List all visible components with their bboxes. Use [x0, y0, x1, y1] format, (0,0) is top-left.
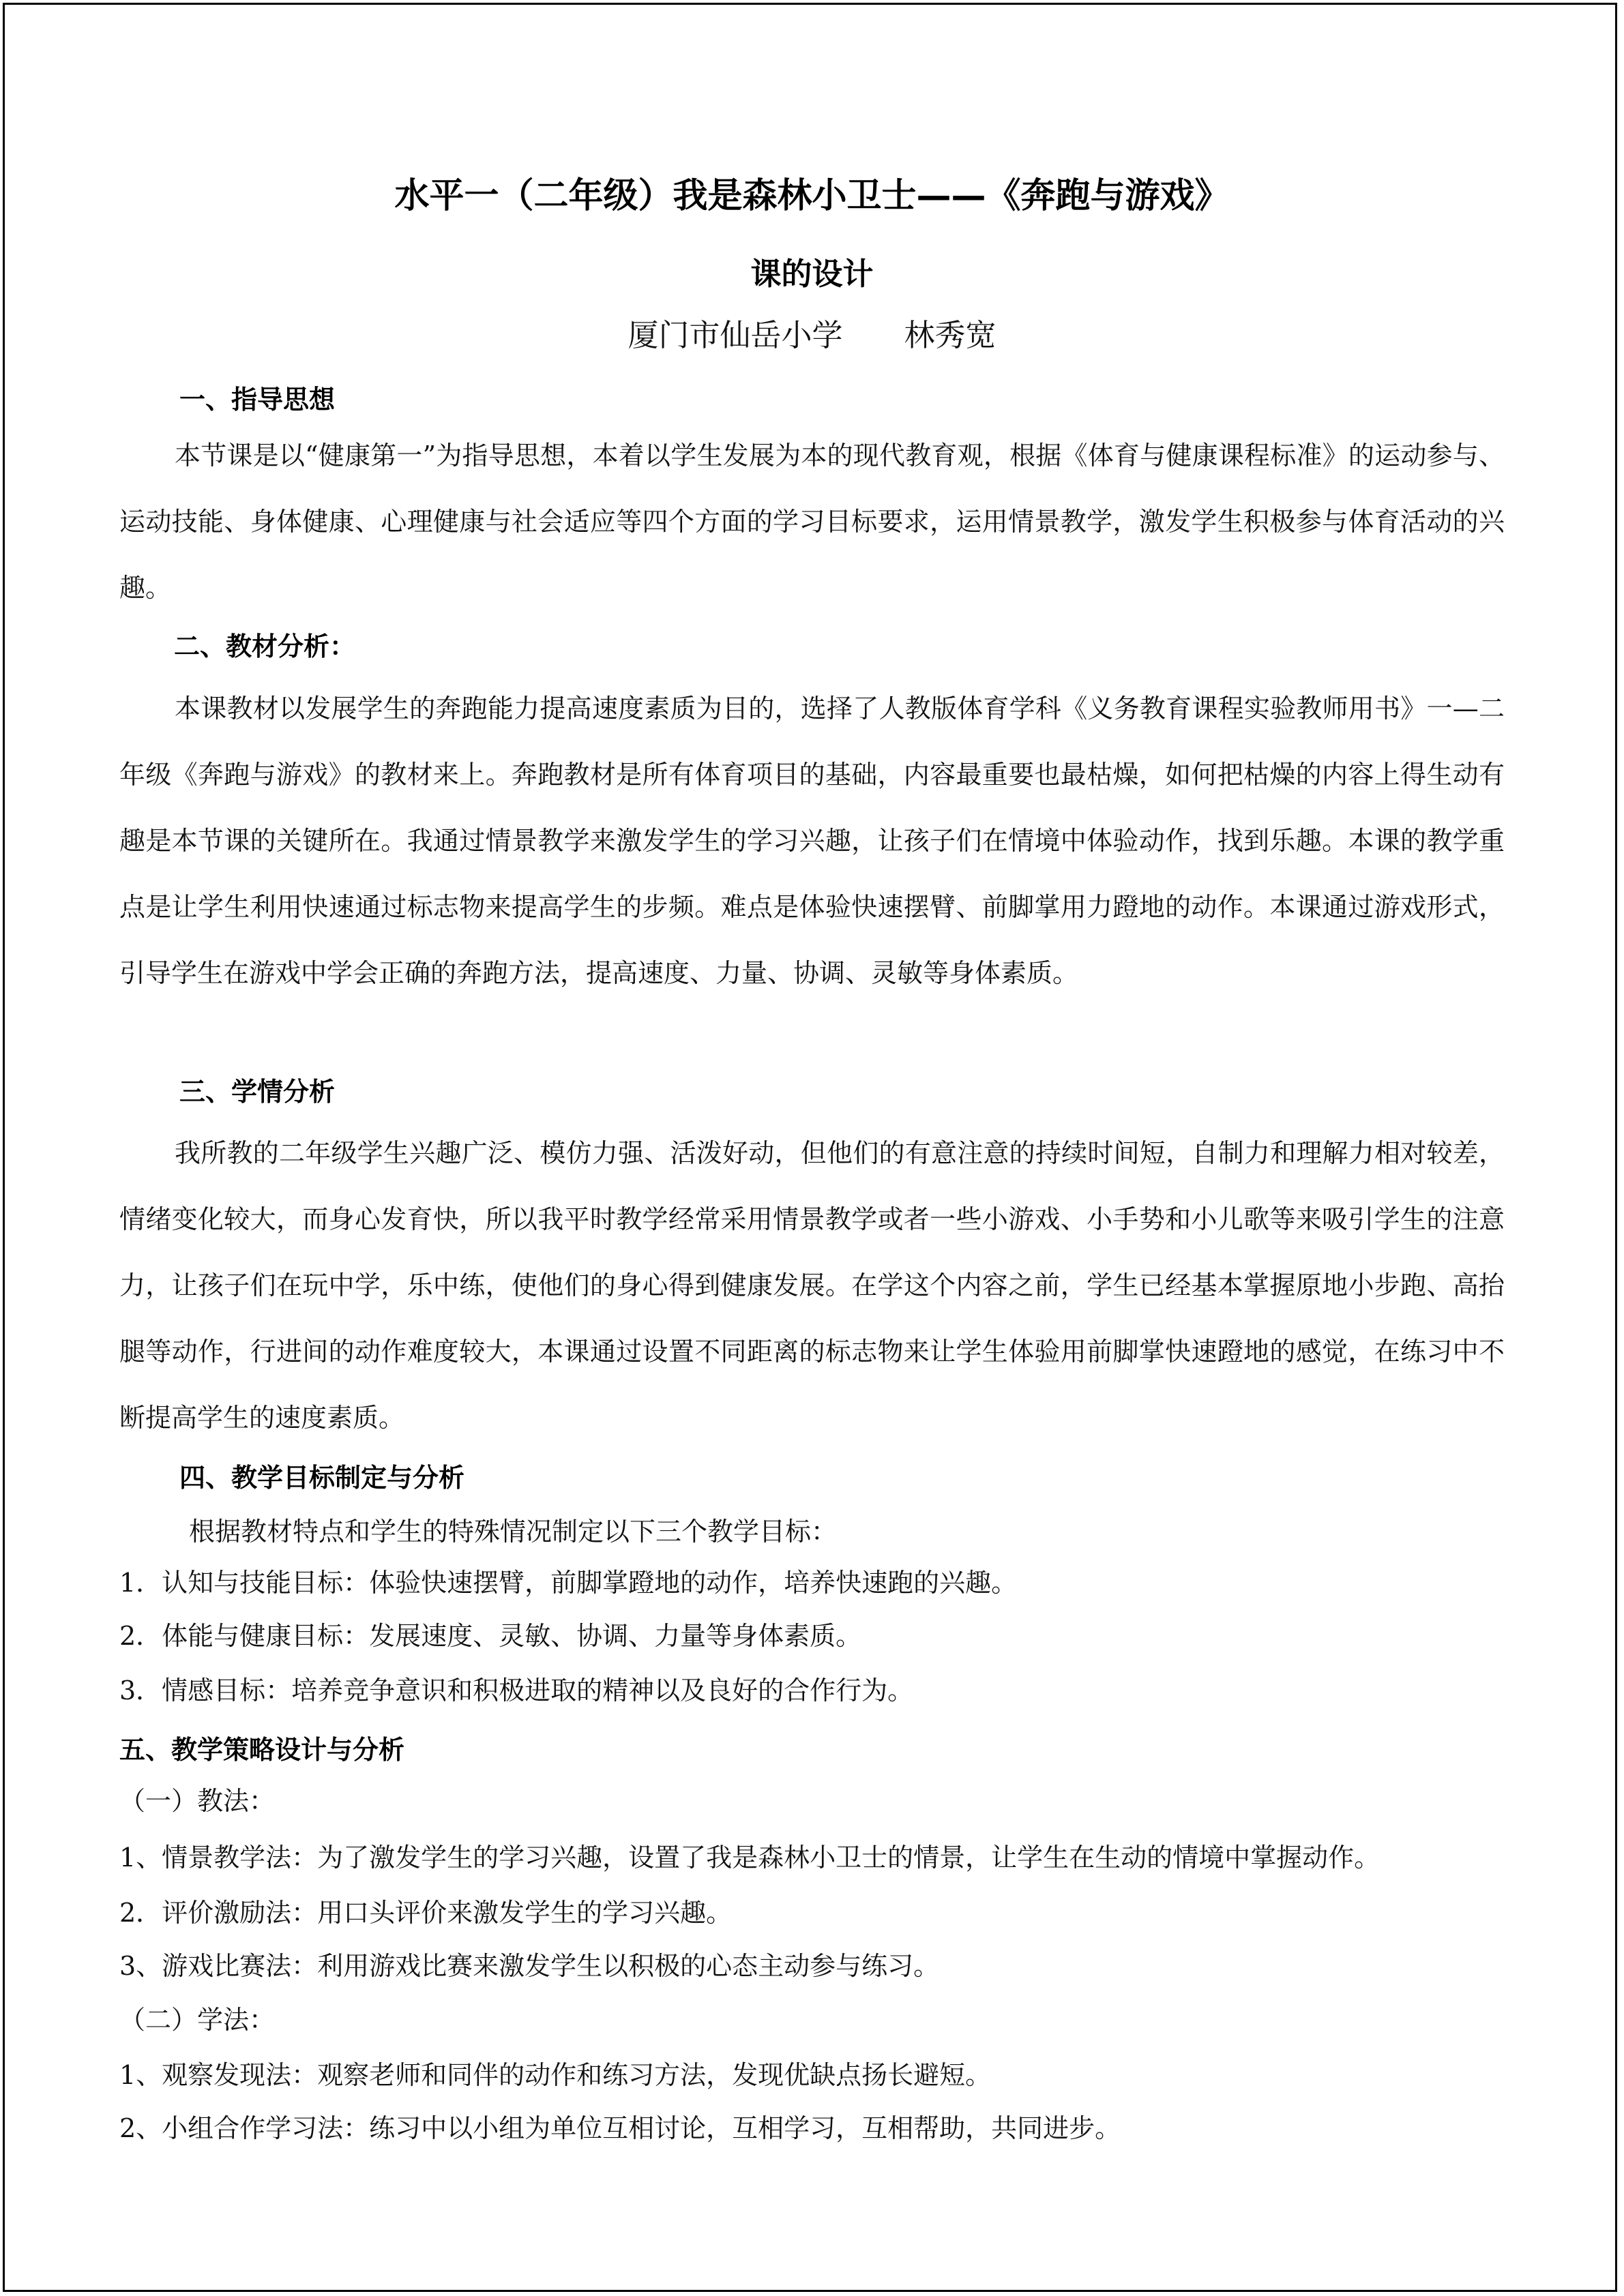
section-paragraph-material-analysis: 本课教材以发展学生的奔跑能力提高速度素质为目的，选择了人教版体育学科《义务教育课程实验教师用书》一—二年级《奔跑与游戏》的教材来上。奔跑教材是所有体育项目的基础，内容最重要也最枯燥，如何把枯燥的内容上得生动有趣是本节课的关键所在。我通过情景教学来激发学生的学习兴趣，让孩子们在情境中体验动作，找到乐趣。本课的教学重点是让学生利用快速通过标志物来提高学生的步频。难点是体验快速摆臂、前脚掌用力蹬地的动作。本课通过游戏形式，引导学生在游戏中学会正确的奔跑方法，提高速度、力量、协调、灵敏等身体素质。	[119, 694, 1505, 988]
section-heading-student-analysis: 三、学情分析	[179, 1077, 336, 1107]
document-subtitle: 课的设计	[750, 256, 874, 292]
learning-method-item: 1、观察发现法：观察老师和同伴的动作和练习方法，发现优缺点扬长避短。	[119, 2060, 992, 2090]
author-line: 厦门市仙岳小学 林秀宽	[628, 317, 996, 353]
teaching-method-item: 1、情景教学法：为了激发学生的学习兴趣，设置了我是森林小卫士的情景，让学生在生动的情境中掌握动作。	[119, 1843, 1381, 1873]
section-heading-material-analysis: 二、教材分析：	[174, 631, 356, 661]
teaching-method-item: 3、游戏比赛法：利用游戏比赛来激发学生以积极的心态主动参与练习。	[119, 1951, 940, 1981]
teaching-goal-item: 2．体能与健康目标：发展速度、灵敏、协调、力量等身体素质。	[119, 1621, 862, 1651]
learning-methods-label: （二）学法：	[119, 2005, 276, 2035]
teaching-goal-item: 3．情感目标：培养竞争意识和积极进取的精神以及良好的合作行为。	[119, 1675, 914, 1705]
teaching-methods-label: （一）教法：	[119, 1786, 276, 1816]
section-heading-teaching-strategy: 五、教学策略设计与分析	[119, 1735, 405, 1765]
learning-method-item: 2、小组合作学习法：练习中以小组为单位互相讨论，互相学习，互相帮助，共同进步。	[119, 2113, 1121, 2143]
section-paragraph-guiding-ideology: 本节课是以“健康第一”为指导思想，本着以学生发展为本的现代教育观，根据《体育与健康课程标准》的运动参与、运动技能、身体健康、心理健康与社会适应等四个方面的学习目标要求，运用情景教学，激发学生积极参与体育活动的兴趣。	[119, 441, 1505, 603]
document-title: 水平一（二年级）我是森林小卫士——《奔跑与游戏》	[394, 176, 1230, 216]
teaching-method-item: 2．评价激励法：用口头评价来激发学生的学习兴趣。	[119, 1898, 733, 1928]
teaching-goal-item: 1．认知与技能目标：体验快速摆臂，前脚掌蹬地的动作，培养快速跑的兴趣。	[119, 1568, 1018, 1598]
section-heading-guiding-ideology: 一、指导思想	[179, 385, 336, 415]
teaching-goals-intro: 根据教材特点和学生的特殊情况制定以下三个教学目标：	[189, 1517, 838, 1547]
section-paragraph-student-analysis: 我所教的二年级学生兴趣广泛、模仿力强、活泼好动，但他们的有意注意的持续时间短，自制力和理解力相对较差，情绪变化较大，而身心发育快，所以我平时教学经常采用情景教学或者一些小游戏、小手势和小儿歌等来吸引学生的注意力，让孩子们在玩中学，乐中练，使他们的身心得到健康发展。在学这个内容之前，学生已经基本掌握原地小步跑、高抬腿等动作，行进间的动作难度较大，本课通过设置不同距离的标志物来让学生体验用前脚掌快速蹬地的感觉，在练习中不断提高学生的速度素质。	[119, 1138, 1505, 1433]
section-heading-teaching-goals: 四、教学目标制定与分析	[179, 1463, 465, 1493]
